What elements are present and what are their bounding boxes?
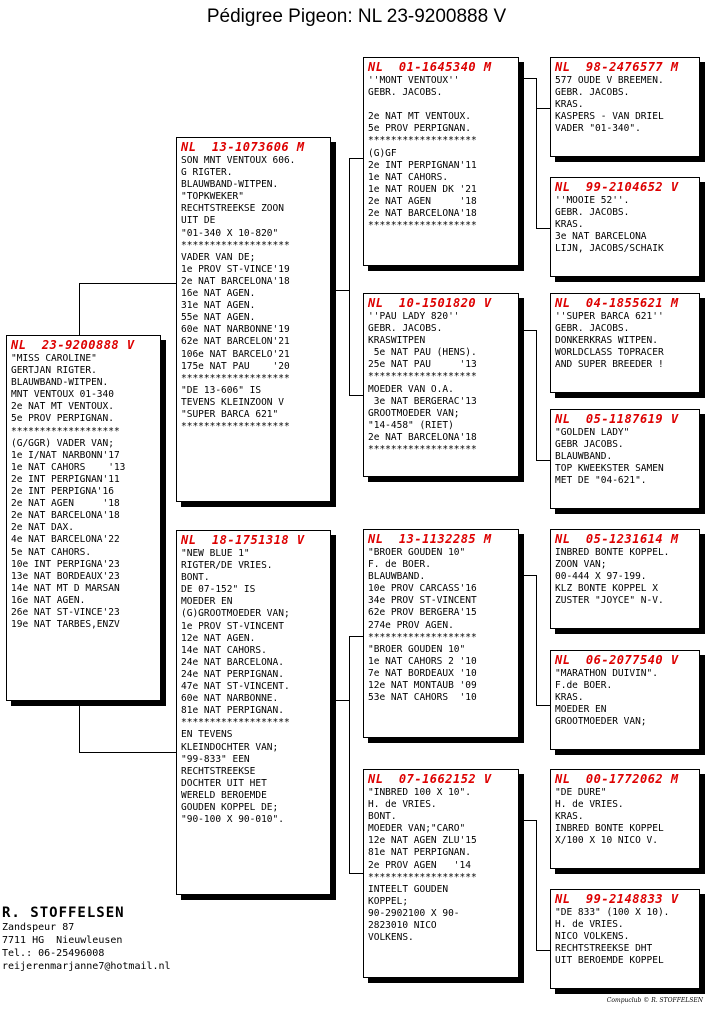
pedigree-line: ******************* <box>368 444 477 456</box>
sire-sire-box <box>363 57 519 266</box>
pedigree-line: "DE DURE" <box>555 787 607 798</box>
sire-dam-dam-box <box>550 409 700 509</box>
pedigree-line: "14-458" (RIET) <box>368 419 454 431</box>
pedigree-line: 81e NAT PERPIGNAN. <box>368 847 471 859</box>
pedigree-line: TEVENS KLEINZOON V <box>181 396 284 408</box>
pedigree-line: INBRED BONTE KOPPEL <box>555 823 664 835</box>
pedigree-line: 1e PROV ST-VINCE'19 <box>181 263 290 275</box>
pedigree-line: KLZ BONTE KOPPEL X <box>555 583 658 595</box>
ring-number: NL 01-1645340 M <box>368 60 492 74</box>
ring-number: NL 07-1662152 V <box>368 772 492 786</box>
sire-dam-sire-box <box>550 293 700 393</box>
ring-number: NL 18-1751318 V <box>181 533 305 547</box>
pedigree-line: 90-2902100 X 90- <box>368 907 460 919</box>
pedigree-line: GEBR. JACOBS. <box>555 87 630 99</box>
pedigree-line: 175e NAT PAU '20 <box>181 360 290 372</box>
pedigree-line: 10e INT PERPIGNA'23 <box>11 558 120 570</box>
connector-line <box>520 820 536 821</box>
dam-box <box>176 530 331 895</box>
pedigree-line: DOCHTER UIT HET <box>181 777 267 789</box>
pedigree-line: KRAS. <box>555 692 584 704</box>
pedigree-line: 2e NAT MT VENTOUX. <box>11 401 114 413</box>
pedigree-line: (G)GF <box>368 147 397 159</box>
pedigree-line: "MISS CAROLINE" <box>11 353 97 364</box>
connector-line <box>536 950 550 951</box>
pedigree-line: 2823010 NICO <box>368 920 437 932</box>
pedigree-line: 2e NAT BARCELONA'18 <box>368 431 477 443</box>
pedigree-line: "INBRED 100 X 10". <box>368 787 471 798</box>
pedigree-line: 2e INT PERPIGNAN'11 <box>368 159 477 171</box>
breeder-name: R. STOFFELSEN <box>2 905 125 921</box>
pedigree-line: EN TEVENS <box>181 729 233 741</box>
ring-number: NL 10-1501820 V <box>368 296 492 310</box>
pedigree-line: GEBR. JACOBS. <box>555 207 630 219</box>
pedigree-line: 55e NAT AGEN. <box>181 312 256 324</box>
pedigree-line: VADER VAN DE; <box>181 251 256 263</box>
pedigree-line: GOUDEN KOPPEL DE; <box>181 801 279 813</box>
pedigree-line: MOEDER EN <box>181 596 233 608</box>
email-link[interactable]: reijerenmarjanne7@hotmail.nl <box>2 961 171 972</box>
pedigree-line: 1e NAT CAHORS 2 '10 <box>368 655 477 667</box>
pedigree-line: 1e PROV ST-VINCENT <box>181 620 284 632</box>
dam-sire-dam-box <box>550 650 700 750</box>
connector-line <box>349 873 363 874</box>
pedigree-line: MOEDER VAN O.A. <box>368 383 454 395</box>
pedigree-line: DONKERKRAS WITPEN. <box>555 335 658 347</box>
pedigree-line: ''PAU LADY 820'' <box>368 311 460 322</box>
pedigree-line: ''MOOIE 52''. <box>555 195 630 206</box>
ring-number: NL 23-9200888 V <box>11 338 135 352</box>
pedigree-line: DE 07-152" IS <box>181 584 256 596</box>
pedigree-line: ******************* <box>181 372 290 384</box>
ring-number: NL 99-2104652 V <box>555 180 679 194</box>
pedigree-line: (G/GGR) VADER VAN; <box>11 437 114 449</box>
pedigree-line: KRAS. <box>555 811 584 823</box>
pedigree-line: KASPERS - VAN DRIEL <box>555 111 664 123</box>
connector-line <box>349 636 363 637</box>
breeder-contact <box>2 905 171 973</box>
pedigree-line: KLEINDOCHTER VAN; <box>181 741 279 753</box>
pedigree-line: GROOTMOEDER VAN; <box>555 716 647 728</box>
connector-line <box>79 283 177 284</box>
pedigree-line: VOLKENS. <box>368 932 414 944</box>
address-line: 7711 HG Nieuwleusen <box>2 935 123 946</box>
pedigree-line: WORLDCLASS TOPRACER <box>555 347 664 359</box>
pedigree-line: BLAUWBAND-WITPEN. <box>181 179 279 191</box>
pedigree-line: "DE 13-606" IS <box>181 384 262 396</box>
pedigree-line: ******************* <box>181 239 290 251</box>
pedigree-line: ******************* <box>368 135 477 147</box>
pedigree-line: 1e I/NAT NARBONN'17 <box>11 449 120 461</box>
pedigree-line: 1e NAT ROUEN DK '21 <box>368 183 477 195</box>
ring-number: NL 04-1855621 M <box>555 296 679 310</box>
pedigree-line: "BROER GOUDEN 10" <box>368 643 466 655</box>
pedigree-line: 19e NAT TARBES,ENZV <box>11 619 120 631</box>
pedigree-line: ''SUPER BARCA 621'' <box>555 311 664 322</box>
pedigree-line: INBRED BONTE KOPPEL. <box>555 547 670 558</box>
pedigree-line: 5e PROV PERPIGNAN. <box>11 413 114 425</box>
pedigree-line: X/100 X 10 NICO V. <box>555 835 658 847</box>
pedigree-line: KRAS. <box>555 219 584 231</box>
pedigree-line: RECHTSTREEKSE ZOON <box>181 203 284 215</box>
pedigree-line: 2e NAT MT VENTOUX. <box>368 111 471 123</box>
pedigree-line: MNT VENTOUX 01-340 <box>11 389 114 401</box>
pedigree-line: 12e NAT AGEN ZLU'15 <box>368 835 477 847</box>
pedigree-line: 5e NAT CAHORS. <box>11 546 92 558</box>
pedigree-line: 3e NAT BARCELONA <box>555 231 647 243</box>
pedigree-line: 47e NAT ST-VINCENT. <box>181 681 290 693</box>
connector-line <box>349 158 363 159</box>
connector-line <box>520 575 536 576</box>
pedigree-line: "01-340 X 10-820" <box>181 227 279 239</box>
connector-line <box>349 395 363 396</box>
pedigree-line: 2e INT PERPIGNAN'11 <box>11 473 120 485</box>
sire-sire-sire-box <box>550 57 700 157</box>
pedigree-line: ******************* <box>181 717 290 729</box>
connector-line <box>536 460 550 461</box>
connector-line <box>332 290 349 291</box>
pedigree-line: AND SUPER BREEDER ! <box>555 359 664 371</box>
pedigree-line: ******************* <box>368 871 477 883</box>
pedigree-line: GEBR. JACOBS. <box>368 323 443 335</box>
connector-line <box>536 575 537 705</box>
pedigree-line: BLAUWBAND-WITPEN. <box>11 377 109 389</box>
pedigree-line: 5e NAT PAU (HENS). <box>368 347 477 359</box>
pedigree-line: 2e NAT AGEN '18 <box>368 195 477 207</box>
pedigree-line: GEBR JACOBS. <box>555 439 624 451</box>
pedigree-line: 2e NAT BARCELONA'18 <box>181 275 290 287</box>
ring-number: NL 98-2476577 M <box>555 60 679 74</box>
pedigree-line: ZOON VAN; <box>555 559 607 571</box>
pedigree-line: 2e INT PERPIGNA'16 <box>11 486 114 498</box>
pedigree-line: 62e PROV BERGERA'15 <box>368 607 477 619</box>
pedigree-line: MOEDER VAN;"CARO" <box>368 823 466 835</box>
pedigree-line: BONT. <box>368 811 397 823</box>
pedigree-line: ******************* <box>368 631 477 643</box>
pedigree-line: GEBR. JACOBS. <box>368 87 443 99</box>
pedigree-line: 60e NAT NARBONNE'19 <box>181 324 290 336</box>
connector-line <box>349 158 350 396</box>
connector-line <box>536 820 537 950</box>
connector-line <box>79 283 80 337</box>
pedigree-line: LIJN, JACOBS/SCHAIK <box>555 243 664 255</box>
pedigree-line: 2e NAT BARCELONA'18 <box>368 208 477 220</box>
pedigree-line: "TOPKWEKER" <box>181 191 244 203</box>
connector-line <box>79 700 80 752</box>
connector-line <box>536 705 550 706</box>
pedigree-line <box>368 99 514 111</box>
pedigree-line: (G)GROOTMOEDER VAN; <box>181 608 290 620</box>
subject-pigeon-box <box>6 335 161 701</box>
ring-number: NL 05-1231614 M <box>555 532 679 546</box>
ring-number: NL 13-1132285 M <box>368 532 492 546</box>
pedigree-line: 1e NAT CAHORS '13 <box>11 461 126 473</box>
pedigree-line: "90-100 X 90-010". <box>181 814 284 826</box>
page-title: Pédigree Pigeon: NL 23-9200888 V <box>206 6 507 27</box>
connector-line <box>349 636 350 874</box>
ring-number: NL 05-1187619 V <box>555 412 679 426</box>
ring-number: NL 99-2148833 V <box>555 892 679 906</box>
pedigree-line: RECHTSTREEKSE <box>181 765 256 777</box>
sire-box <box>176 137 331 502</box>
ring-number: NL 00-1772062 M <box>555 772 679 786</box>
pedigree-line: F. de BOER. <box>368 559 431 571</box>
pedigree-line: 16e NAT AGEN. <box>11 594 86 606</box>
ring-number: NL 13-1073606 M <box>181 140 305 154</box>
pedigree-line: NICO VOLKENS. <box>555 931 630 943</box>
pedigree-line: RECHTSTREEKSE DHT <box>555 943 653 955</box>
dam-sire-sire-box <box>550 529 700 629</box>
pedigree-line: 7e NAT BORDEAUX '10 <box>368 667 477 679</box>
connector-line <box>79 752 177 753</box>
pedigree-line: 24e NAT PERPIGNAN. <box>181 668 284 680</box>
connector-line <box>536 330 537 460</box>
phone-line: Tel.: 06-25496008 <box>2 948 105 959</box>
pedigree-line: 60e NAT NARBONNE. <box>181 693 279 705</box>
pedigree-line: KOPPEL; <box>368 895 409 907</box>
sire-sire-dam-box <box>550 177 700 277</box>
pedigree-line: MOEDER EN <box>555 704 607 716</box>
pedigree-line: H. de VRIES. <box>555 799 624 811</box>
pedigree-line: KRAS. <box>555 99 584 111</box>
pedigree-line: 16e NAT AGEN. <box>181 288 256 300</box>
pedigree-line: "SUPER BARCA 621" <box>181 408 279 420</box>
pedigree-line: 274e PROV AGEN. <box>368 619 454 631</box>
connector-line <box>332 700 349 701</box>
pedigree-line: ******************* <box>368 220 477 232</box>
address-line: Zandspeur 87 <box>2 922 75 933</box>
dam-sire-box <box>363 529 519 738</box>
credit-text: Compuclub © R. STOFFELSEN <box>606 997 703 1004</box>
dam-dam-box <box>363 769 519 978</box>
pedigree-line: 106e NAT BARCELO'21 <box>181 348 290 360</box>
pedigree-line: MET DE "04-621". <box>555 475 647 487</box>
dam-dam-sire-box <box>550 769 700 869</box>
pedigree-line: WERELD BEROEMDE <box>181 789 267 801</box>
pedigree-line: BLAUWBAND. <box>368 571 426 583</box>
pedigree-line: H. de VRIES. <box>368 799 437 811</box>
pedigree-line: UIT DE <box>181 215 216 227</box>
sire-dam-box <box>363 293 519 477</box>
pedigree-line: GROOTMOEDER VAN; <box>368 407 460 419</box>
pedigree-line: RIGTER/DE VRIES. <box>181 560 273 572</box>
pedigree-line: 4e NAT BARCELONA'22 <box>11 534 120 546</box>
pedigree-line: "NEW BLUE 1" <box>181 548 250 559</box>
pedigree-line: "DE 833" (100 X 10). <box>555 907 670 918</box>
pedigree-line: 2e NAT BARCELONA'18 <box>11 510 120 522</box>
pedigree-line: 26e NAT ST-VINCE'23 <box>11 606 120 618</box>
pedigree-line: "99-833" EEN <box>181 753 250 765</box>
connector-line <box>520 330 536 331</box>
pedigree-line: 10e PROV CARCASS'16 <box>368 583 477 595</box>
pedigree-line: ******************* <box>368 371 477 383</box>
pedigree-line: 12e NAT AGEN. <box>181 632 256 644</box>
pedigree-line: 62e NAT BARCELON'21 <box>181 336 290 348</box>
pedigree-line: 2e NAT AGEN '18 <box>11 498 120 510</box>
connector-line <box>536 228 550 229</box>
pedigree-line: VADER "01-340". <box>555 123 641 135</box>
pedigree-line: 00-444 X 97-199. <box>555 571 647 583</box>
pedigree-line: 5e PROV PERPIGNAN. <box>368 123 471 135</box>
pedigree-line: UIT BEROEMDE KOPPEL <box>555 955 664 967</box>
connector-line <box>536 108 550 109</box>
pedigree-line: GERTJAN RIGTER. <box>11 365 97 377</box>
pedigree-line: BONT. <box>181 572 210 584</box>
pedigree-line: "BROER GOUDEN 10" <box>368 547 466 558</box>
pedigree-line: 1e NAT CAHORS. <box>368 171 449 183</box>
pedigree-line: GEBR. JACOBS. <box>555 323 630 335</box>
pedigree-line: 53e NAT CAHORS '10 <box>368 692 477 704</box>
pedigree-line: 34e PROV ST-VINCENT <box>368 595 477 607</box>
pedigree-line: KRASWITPEN <box>368 335 426 347</box>
pedigree-line: ******************* <box>181 421 290 433</box>
pedigree-line: 24e NAT BARCELONA. <box>181 656 284 668</box>
pedigree-line: ''MONT VENTOUX'' <box>368 75 460 86</box>
pedigree-line: 577 OUDE V BREEMEN. <box>555 75 664 86</box>
pedigree-line: BLAUWBAND. <box>555 451 613 463</box>
pedigree-line: 2e PROV AGEN '14 <box>368 859 471 871</box>
dam-dam-dam-box <box>550 889 700 989</box>
pedigree-line: 12e NAT MONTAUB '09 <box>368 680 477 692</box>
pedigree-line: G RIGTER. <box>181 167 233 179</box>
pedigree-line: ZUSTER "JOYCE" N-V. <box>555 595 664 607</box>
pedigree-line: F.de BOER. <box>555 680 613 692</box>
pedigree-line: "GOLDEN LADY" <box>555 427 630 438</box>
connector-line <box>520 78 536 79</box>
pedigree-line: "MARATHON DUIVIN". <box>555 668 658 679</box>
pedigree-line: 13e NAT BORDEAUX'23 <box>11 570 120 582</box>
pedigree-line: 31e NAT AGEN. <box>181 300 256 312</box>
pedigree-line: 14e NAT MT D MARSAN <box>11 582 120 594</box>
pedigree-line: INTEELT GOUDEN <box>368 883 449 895</box>
pedigree-line: ******************* <box>11 425 120 437</box>
pedigree-line: 14e NAT CAHORS. <box>181 644 267 656</box>
pedigree-line: 25e NAT PAU '13 <box>368 359 477 371</box>
pedigree-line: SON MNT VENTOUX 606. <box>181 155 296 166</box>
connector-line <box>536 78 537 228</box>
pedigree-line: 3e NAT BERGERAC'13 <box>368 395 477 407</box>
pedigree-line: 81e NAT PERPIGNAN. <box>181 705 284 717</box>
ring-number: NL 06-2077540 V <box>555 653 679 667</box>
pedigree-line: H. de VRIES. <box>555 919 624 931</box>
pedigree-line: 2e NAT DAX. <box>11 522 74 534</box>
pedigree-line: TOP KWEEKSTER SAMEN <box>555 463 664 475</box>
